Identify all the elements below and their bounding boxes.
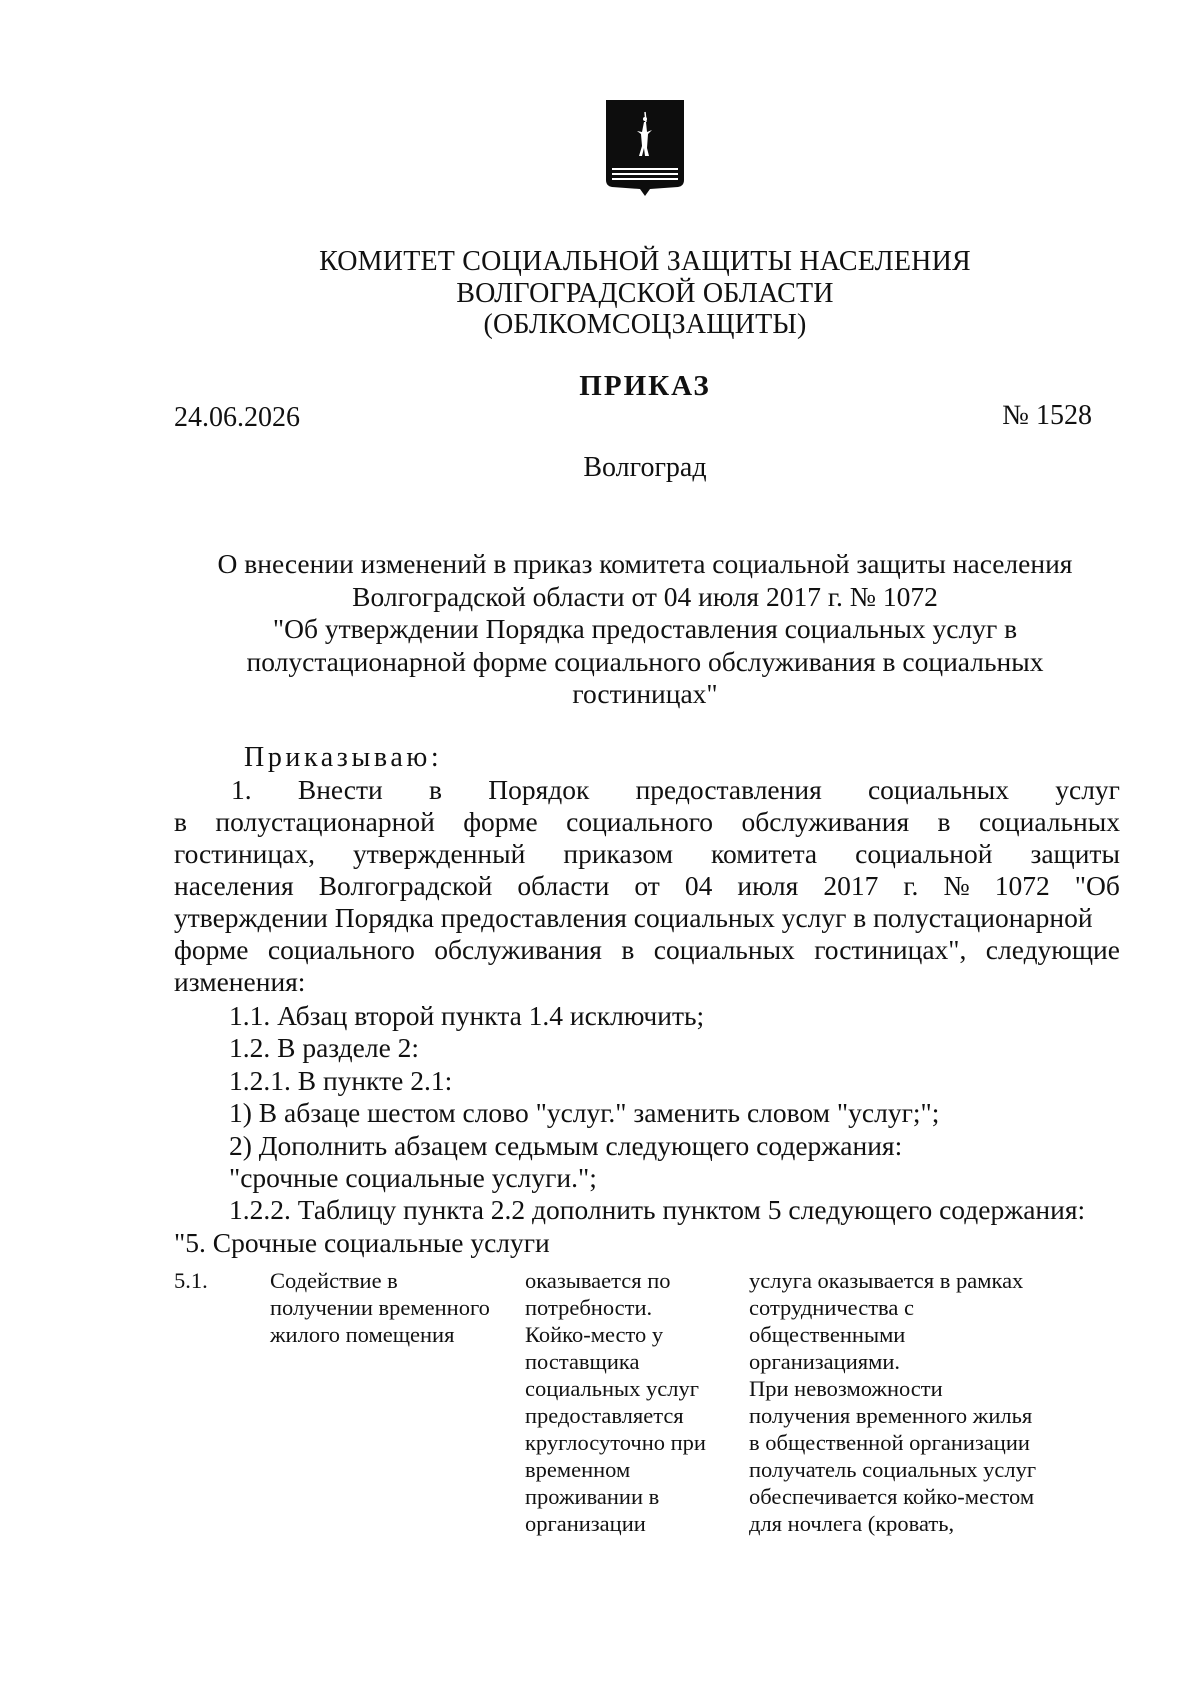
word: Внести — [297, 774, 383, 805]
word: "Об — [1074, 870, 1120, 901]
paragraph-line: изменения: — [174, 966, 306, 997]
cell-line: потребности. — [525, 1295, 653, 1320]
word: г. — [903, 870, 919, 901]
amendment-item: 2) Дополнить абзацем седьмым следующего содержания: — [229, 1129, 903, 1161]
word: социального — [267, 934, 415, 965]
word: полустационарной — [215, 806, 435, 837]
coat-of-arms-emblem — [604, 98, 686, 196]
table-cell-term — [525, 1267, 706, 1537]
cell-line: круглосуточно при — [525, 1430, 706, 1455]
word: предоставления — [635, 774, 822, 805]
word: социального — [566, 806, 714, 837]
paragraph-line: утверждении Порядка предоставления социальных услуг в полустационарной — [174, 902, 1093, 933]
section-heading: "5. Срочные социальные услуги — [174, 1226, 550, 1258]
word: в — [937, 806, 951, 837]
cell-line: предоставляется — [525, 1403, 684, 1428]
subject-line: гостиницах" — [572, 678, 718, 709]
table-cell-number — [174, 1267, 208, 1294]
amendment-item: 1) В абзаце шестом слово "услуг." заменить словом "услуг;"; — [229, 1097, 940, 1129]
cell-text: 5.1. — [174, 1268, 208, 1293]
paragraph-line — [174, 774, 1120, 806]
subject-line: "Об утверждении Порядка предоставления социальных услуг в — [272, 613, 1018, 644]
subject-line: Волгоградской области от 04 июля 2017 г. № 1072 — [352, 580, 938, 612]
amendment-item: 1.2. В разделе 2: — [229, 1032, 420, 1064]
word: обслуживания — [434, 934, 602, 965]
cell-line: в общественной организации — [749, 1430, 1030, 1455]
word: социальной — [855, 838, 993, 869]
word: от — [634, 870, 660, 901]
word: 1072 — [994, 870, 1050, 901]
word: 2017 — [823, 870, 879, 901]
document-date: 24.06.2026 — [174, 402, 300, 433]
amendment-item: 1.2.1. В пункте 2.1: — [229, 1064, 453, 1096]
cell-line: жилого помещения — [270, 1322, 455, 1347]
paragraph-line — [174, 838, 1120, 870]
word: Волгоградской — [318, 870, 493, 901]
cell-line: организации — [525, 1511, 646, 1536]
cell-line: социальных услуг — [525, 1376, 699, 1401]
cell-line: проживании в — [525, 1484, 660, 1509]
word: в — [174, 806, 187, 837]
order-word: Приказываю: — [244, 742, 443, 773]
committee-name-line1: КОМИТЕТ СОЦИАЛЬНОЙ ЗАЩИТЫ НАСЕЛЕНИЯ — [319, 246, 971, 277]
word: 1. — [231, 774, 252, 805]
word: социальных — [867, 774, 1009, 805]
cell-line: общественными — [749, 1322, 906, 1347]
word: 04 — [684, 870, 713, 901]
main-paragraph — [174, 774, 1120, 998]
amendment-item: 1.1. Абзац второй пункта 1.4 исключить; — [229, 1000, 705, 1031]
amendment-items — [174, 1000, 1085, 1259]
word: июля — [737, 870, 799, 901]
cell-line: получения временного жилья — [749, 1403, 1033, 1428]
word: населения — [174, 870, 294, 901]
document-title: ПРИКАЗ — [579, 370, 711, 402]
word: защиты — [1030, 838, 1120, 869]
committee-name-line2: ВОЛГОГРАДСКОЙ ОБЛАСТИ — [456, 278, 834, 309]
cell-line: для ночлега (кровать, — [749, 1511, 955, 1536]
word: следующие — [985, 934, 1120, 965]
word: Порядок — [488, 774, 590, 805]
cell-line: поставщика — [525, 1349, 640, 1374]
cell-line: получатель социальных услуг — [749, 1457, 1037, 1482]
cell-line: обеспечивается койко-местом — [749, 1484, 1035, 1509]
amendment-item: "срочные социальные услуги."; — [229, 1162, 597, 1194]
paragraph-line — [174, 870, 1120, 902]
cell-line: При невозможности — [749, 1376, 943, 1401]
word: обслуживания — [741, 806, 910, 837]
word: области — [517, 870, 610, 901]
word: в — [428, 774, 442, 805]
cell-line: услуга оказывается в рамках — [749, 1268, 1024, 1293]
cell-line: временном — [525, 1457, 631, 1482]
word: гостиницах, — [174, 838, 315, 869]
word: услуг — [1055, 774, 1120, 805]
word: комитета — [711, 838, 818, 869]
word: социальных — [978, 806, 1120, 837]
word: в — [621, 934, 635, 965]
cell-line: Содействие в — [270, 1268, 398, 1293]
committee-name-line3: (ОБЛКОМСОЦЗАЩИТЫ) — [483, 309, 807, 340]
word: гостиницах", — [814, 934, 967, 965]
word: форме — [174, 934, 249, 965]
document-subject — [160, 548, 1130, 711]
word: приказом — [563, 838, 674, 869]
cell-line: организациями. — [749, 1349, 901, 1374]
word: утвержденный — [352, 838, 526, 869]
subject-line: О внесении изменений в приказ комитета социальной защиты населения — [217, 548, 1073, 579]
paragraph-line — [174, 806, 1120, 838]
cell-line: Койко-место у — [525, 1322, 664, 1347]
amendment-item: 1.2.2. Таблицу пункта 2.2 дополнить пунктом 5 следующего содержания: — [229, 1194, 1086, 1226]
word: социальных — [653, 934, 795, 965]
paragraph-line — [174, 934, 1120, 966]
cell-line: получении временного — [270, 1295, 490, 1320]
word: № — [943, 870, 970, 901]
cell-line: сотрудничества с — [749, 1295, 914, 1320]
cell-line: оказывается по — [525, 1268, 671, 1293]
word: форме — [463, 806, 538, 837]
subject-line: полустационарной форме социального обслуживания в социальных — [246, 645, 1044, 677]
document-number: № 1528 — [1002, 400, 1092, 431]
document-city: Волгоград — [583, 452, 707, 483]
table-cell-name — [270, 1267, 490, 1348]
table-cell-note — [749, 1267, 1036, 1537]
